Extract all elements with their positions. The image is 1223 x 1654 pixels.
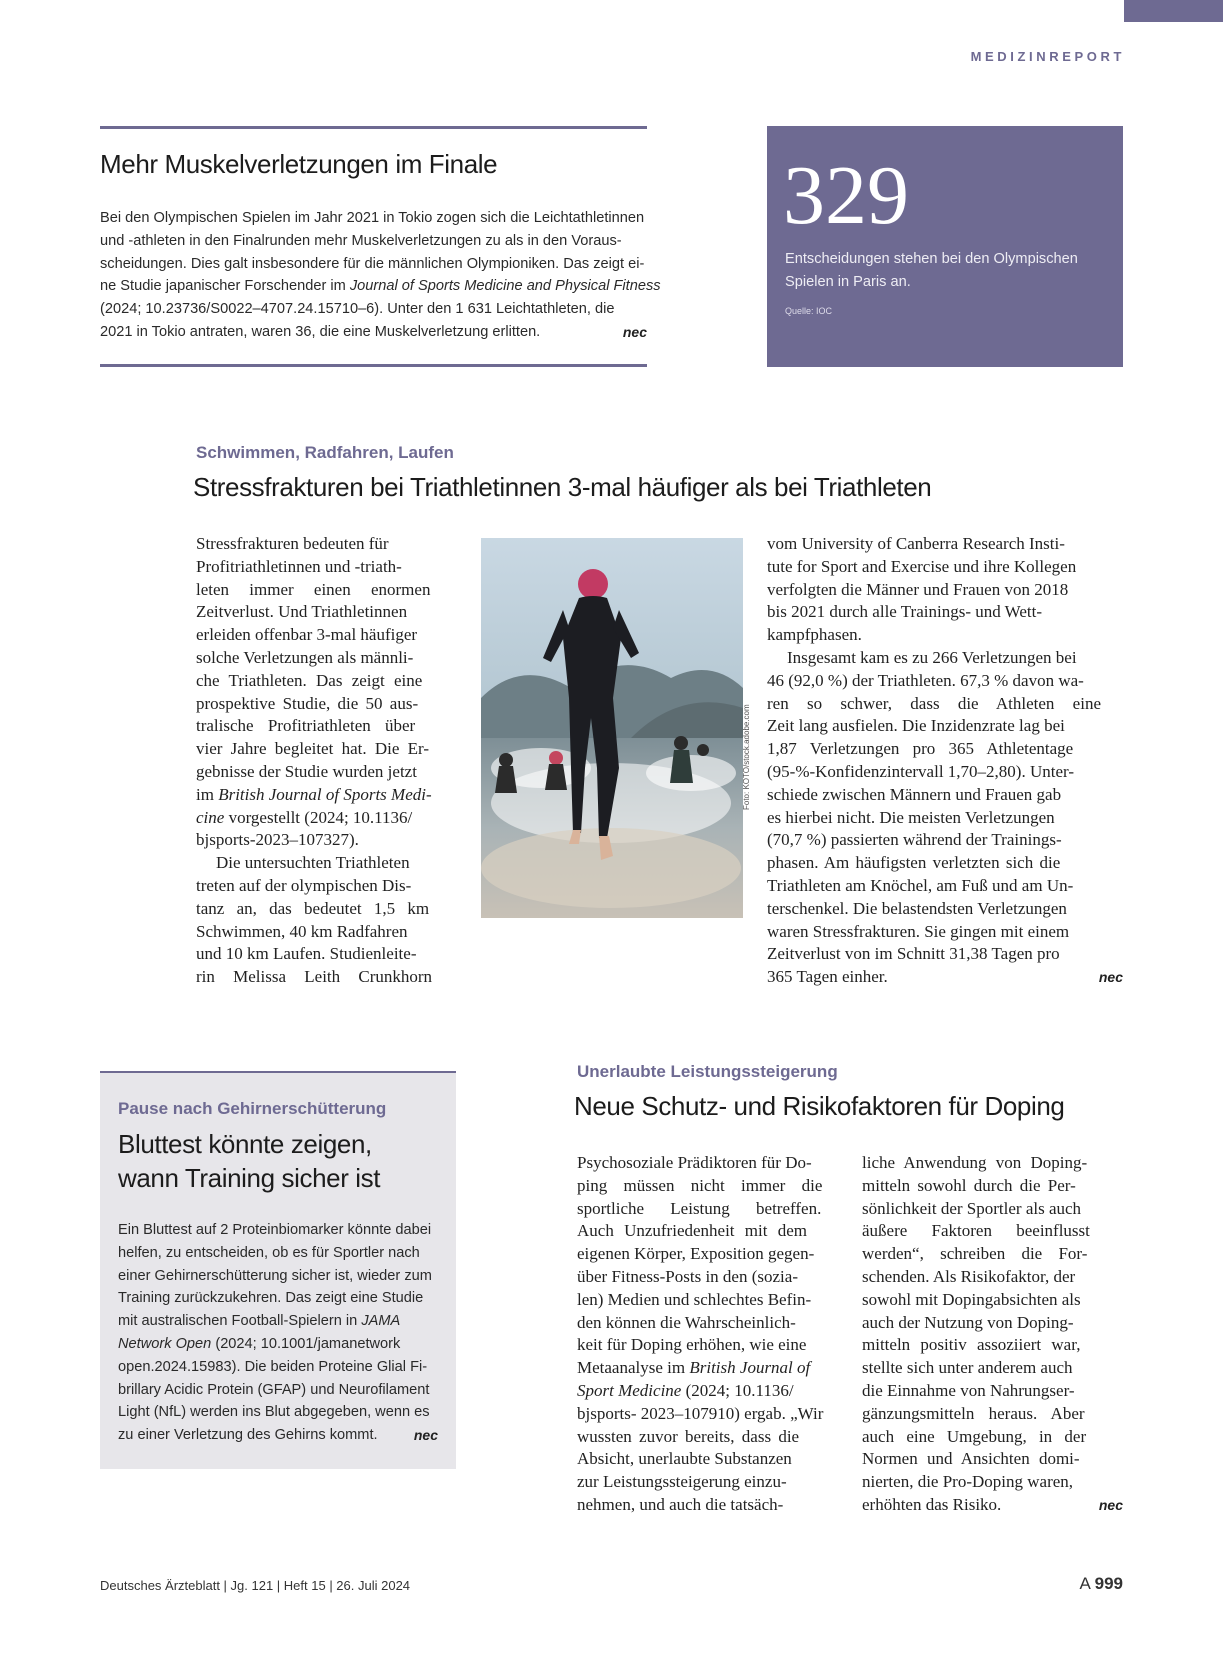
text-line: bis 2021 durch alle Trainings- und Wett- <box>767 602 1043 622</box>
text-line: Sport Medicine (2024; 10.1136/ <box>577 1380 794 1400</box>
text-line: len) Medien und schlechtes Befin- <box>577 1289 812 1309</box>
text-line: Zeitverlust von im Schnitt 31,38 Tagen pro <box>767 944 1060 964</box>
section-label: MEDIZINREPORT <box>970 49 1125 64</box>
text-line: mitteln positiv assoziiert war, <box>862 1335 1081 1355</box>
triathlete-swim-photo <box>481 538 743 918</box>
text-line: stellte sich unter anderem auch <box>862 1358 1073 1378</box>
box3-line: open.2024.15983). Die beiden Proteine Glial Fi- <box>118 1358 428 1375</box>
box3-title: Bluttest könnte zeigen, wann Training sicher ist <box>118 1129 381 1193</box>
text-line: im British Journal of Sports Medi- <box>196 784 432 804</box>
page-number: A 999 <box>1079 1574 1123 1593</box>
text-line: 1,87 Verletzungen pro 365 Athletentage <box>767 739 1074 759</box>
article4-column-2 <box>862 1152 1123 1517</box>
text-line: keit für Doping erhöhen, wie eine <box>577 1335 807 1355</box>
box1-line-text: 2021 in Tokio antraten, waren 36, die eine Muskelverletzung erlitten. <box>100 323 541 340</box>
text-line: Profitriathletinnen und -triath- <box>196 556 402 576</box>
text-line: bjsports-2023–107327). <box>196 830 359 850</box>
box3-line: einer Gehirnerschütterung sicher ist, wieder zum <box>118 1267 432 1284</box>
text-line: (95-%-Konfidenzintervall 1,70–2,80). Unter- <box>767 761 1074 781</box>
journal-title: British Journal of <box>689 1358 811 1378</box>
box3-line: zu einer Verletzung des Gehirns kommt. nec <box>118 1424 438 1447</box>
box1-line: und -athleten in den Finalrunden mehr Muskelverletzungen zu als in den Voraus- <box>100 232 622 249</box>
box1-line-text: ne Studie japanischer Forschender im <box>100 278 350 295</box>
journal-title: Journal of Sports Medicine and Physical Fitness <box>349 278 661 295</box>
text-line: ren so schwer, dass die Athleten eine <box>767 693 1101 713</box>
text-line: 46 (92,0 %) der Triathleten. 67,3 % davon wa- <box>767 670 1084 690</box>
box1-line: Bei den Olympischen Spielen im Jahr 2021 in Tokio zogen sich die Leichtathletinnen <box>100 210 645 226</box>
text-line: Stressfrakturen bedeuten für <box>196 534 389 553</box>
text-line: Auch Unzufriedenheit mit dem <box>577 1221 807 1241</box>
text-line: prospektive Studie, die 50 aus- <box>196 693 419 713</box>
text-line: zur Leistungssteigerung einzu- <box>577 1472 787 1492</box>
journal-title: cine <box>196 807 225 827</box>
text-line: Triathleten am Knöchel, am Fuß und am Un- <box>767 875 1074 895</box>
journal-title: JAMA <box>361 1313 401 1330</box>
box1-line: scheidungen. Dies galt insbesondere für die männlichen Olympioniken. Das zeigt ei- <box>100 255 645 272</box>
text-line: bjsports- 2023–107910) ergab. „Wir <box>577 1403 824 1423</box>
article-kicker-triathlon: Schwimmen, Radfahren, Laufen <box>196 443 454 462</box>
stat-box <box>767 126 1123 367</box>
text-line: treten auf der olympischen Dis- <box>196 875 412 895</box>
box3-line: Network Open (2024; 10.1001/jamanetwork <box>118 1335 401 1352</box>
stat-description: Entscheidungen stehen bei den Olympischen Spielen in Paris an. <box>785 251 1078 290</box>
text-line: ping müssen nicht immer die <box>577 1175 823 1195</box>
journal-title: Network Open <box>118 1335 212 1352</box>
box1-line <box>100 275 661 298</box>
text-line: tanz an, das bedeutet 1,5 km <box>196 898 430 918</box>
box3-body <box>118 1219 438 1447</box>
stat-number: 329 <box>783 149 909 242</box>
article-kicker-doping: Unerlaubte Leistungssteigerung <box>577 1062 838 1081</box>
text-line: (70,7 %) passierten während der Trainings- <box>767 830 1062 850</box>
text-line: Die untersuchten Triathleten <box>216 853 410 873</box>
box1-line <box>100 321 647 344</box>
box3-line: helfen, zu entscheiden, ob es für Sportler nach <box>118 1244 420 1261</box>
text-line: gänzungsmitteln heraus. Aber <box>862 1403 1085 1423</box>
text-line: auch der Nutzung von Doping- <box>862 1312 1074 1332</box>
text-line: 365 Tagen einher. nec <box>767 966 1123 989</box>
text-line: schenden. Als Risikofaktor, der <box>862 1266 1076 1286</box>
text-line: liche Anwendung von Doping- <box>862 1153 1088 1172</box>
text-line: che Triathleten. Das zeigt eine <box>196 670 423 690</box>
text-line: wussten zuvor bereits, dass die <box>577 1426 800 1446</box>
box1-title: Mehr Muskelverletzungen im Finale <box>100 149 498 179</box>
text-line: Absicht, unerlaubte Substanzen <box>577 1449 792 1469</box>
box1-body <box>100 207 661 344</box>
text-line: nierten, die Pro-Doping waren, <box>862 1472 1074 1492</box>
text-line: solche Verletzungen als männli- <box>196 647 414 667</box>
author-signature: nec <box>413 1427 438 1444</box>
text-line: gebnisse der Studie wurden jetzt <box>196 761 417 781</box>
text-line: erleiden offenbar 3-mal häufiger <box>196 625 418 645</box>
stat-source: Quelle: IOC <box>785 306 833 316</box>
text-line: terschenkel. Die belastendsten Verletzungen <box>767 898 1067 918</box>
text-line: die Einnahme von Nahrungser- <box>862 1380 1075 1400</box>
news-box-concussion <box>100 1071 456 1469</box>
box1-line: (2024; 10.23736/S0022–4707.24.15710–6). Unter den 1 631 Leichtathleten, die <box>100 301 615 318</box>
text-line: Normen und Ansichten domi- <box>862 1449 1080 1469</box>
article4-column-1 <box>577 1152 839 1517</box>
text-line: waren Stressfrakturen. Sie gingen mit einem <box>767 921 1070 941</box>
box3-line: Ein Bluttest auf 2 Proteinbiomarker könnte dabei <box>118 1222 432 1238</box>
text-line: verfolgten die Männer und Frauen von 2018 <box>767 579 1069 599</box>
text-line: sowohl mit Dopingabsichten als <box>862 1289 1081 1309</box>
text-line: über Fitness-Posts in den (sozia- <box>577 1266 798 1286</box>
text-line: rin Melissa Leith Crunkhorn <box>196 967 433 987</box>
box3-line: Light (NfL) werden ins Blut abgegeben, wenn es <box>118 1404 430 1421</box>
journal-title: Sport Medicine <box>577 1380 682 1400</box>
text-line: tralische Profitriathleten über <box>196 716 416 736</box>
author-signature: nec <box>1098 969 1123 986</box>
photo-credit: Foto: KOTO/stock.adobe.com <box>742 704 751 810</box>
box3-kicker: Pause nach Gehirnerschütterung <box>118 1099 387 1118</box>
text-line: Zeit lang ausfielen. Die Inzidenzrate lag bei <box>767 716 1065 736</box>
text-line: Schwimmen, 40 km Radfahren <box>196 921 408 941</box>
text-line: äußere Faktoren beeinflusst <box>862 1221 1090 1241</box>
article2-column-1 <box>196 533 457 989</box>
text-line: es hierbei nicht. Die meisten Verletzungen <box>767 807 1055 827</box>
text-line: werden“, schreiben die For- <box>862 1244 1088 1264</box>
text-line: eigenen Körper, Exposition gegen- <box>577 1244 815 1264</box>
text-line: den können die Wahrscheinlich- <box>577 1312 796 1332</box>
article-headline-triathlon: Stressfrakturen bei Triathletinnen 3-mal häufiger als bei Triathleten <box>193 472 932 502</box>
text-line: vom University of Canberra Research Insti- <box>767 534 1065 553</box>
journal-title: British Journal of Sports Medi- <box>218 784 432 804</box>
text-line: cine vorgestellt (2024; 10.1136/ <box>196 807 413 827</box>
article2-column-3 <box>767 533 1123 989</box>
news-box-muscle-injuries <box>100 126 661 367</box>
text-line: vier Jahre begleitet hat. Die Er- <box>196 739 430 759</box>
text-line: Zeitverlust. Und Triathletinnen <box>196 602 408 622</box>
author-signature: nec <box>1098 1496 1123 1513</box>
text-line: nehmen, und auch die tatsäch- <box>577 1494 784 1514</box>
section-tab-marker <box>1124 0 1223 22</box>
text-line: Insgesamt kam es zu 266 Verletzungen bei <box>787 647 1077 667</box>
footer-journal-info: Deutsches Ärzteblatt | Jg. 121 | Heft 15 | 26. Juli 2024 <box>100 1578 411 1593</box>
box3-line: Training zurückzukehren. Das zeigt eine Studie <box>118 1290 424 1307</box>
text-line: tute for Sport and Exercise und ihre Kollegen <box>767 556 1077 576</box>
text-line: leten immer einen enormen <box>196 579 431 599</box>
box3-line: brillary Acidic Protein (GFAP) und Neurofilament <box>118 1381 430 1398</box>
text-line: schiede zwischen Männern und Frauen gab <box>767 784 1062 804</box>
text-line: erhöhten das Risiko. nec <box>862 1494 1123 1517</box>
text-line: sönlichkeit der Sportler als auch <box>862 1198 1082 1218</box>
article-headline-doping: Neue Schutz- und Risikofaktoren für Doping <box>574 1091 1065 1121</box>
text-line: phasen. Am häufigsten verletzten sich die <box>767 853 1061 873</box>
box3-line: mit australischen Football-Spielern in JAMA <box>118 1313 401 1330</box>
author-signature: nec <box>622 323 647 340</box>
text-line: und 10 km Laufen. Studienleite- <box>196 944 417 964</box>
text-line: Psychosoziale Prädiktoren für Do- <box>577 1153 812 1172</box>
text-line: kampfphasen. <box>767 625 862 645</box>
text-line: Metaanalyse im British Journal of <box>577 1358 811 1378</box>
text-line: sportliche Leistung betreffen. <box>577 1198 822 1218</box>
text-line: auch eine Umgebung, in der <box>862 1426 1087 1446</box>
text-line: mitteln sowohl durch die Per- <box>862 1175 1076 1195</box>
